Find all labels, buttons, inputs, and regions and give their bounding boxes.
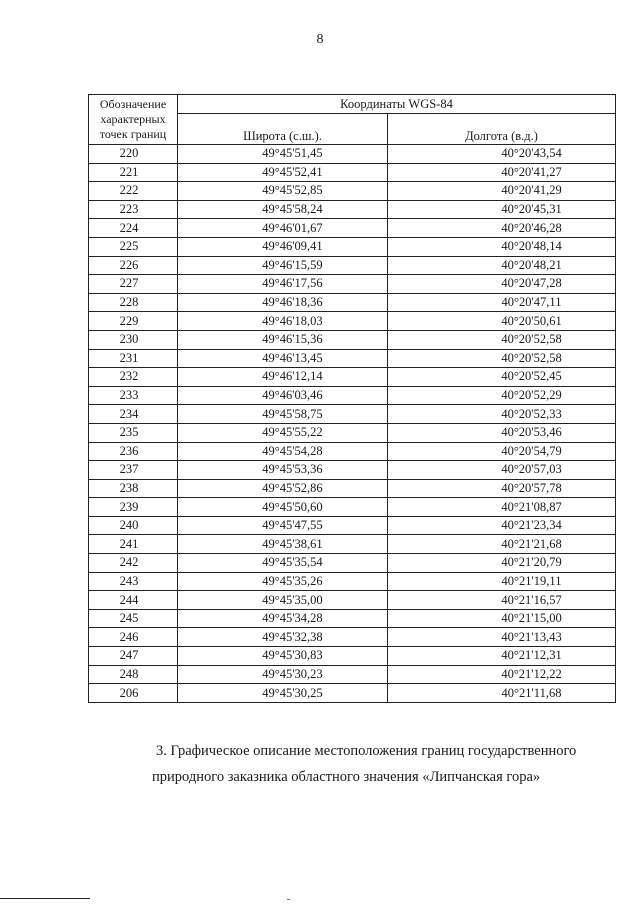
- longitude-cell: 40°20'41,29: [388, 182, 616, 201]
- table-row: [89, 498, 616, 517]
- longitude-cell: 40°21'08,87: [388, 498, 616, 517]
- longitude-cell: 40°20'57,03: [388, 461, 616, 480]
- section-heading: [152, 738, 616, 790]
- latitude-cell: 49°45'52,86: [178, 479, 388, 498]
- table-row: [89, 535, 616, 554]
- header-points-line-1: Обозначение: [99, 97, 167, 111]
- table-row: [89, 368, 616, 387]
- longitude-cell: 40°21'12,22: [388, 665, 616, 684]
- longitude-cell: 40°21'12,31: [388, 647, 616, 666]
- longitude-cell: 40°21'23,34: [388, 516, 616, 535]
- latitude-cell: 49°45'52,41: [178, 163, 388, 182]
- latitude-cell: 49°46'12,14: [178, 368, 388, 387]
- longitude-cell: 40°20'48,14: [388, 237, 616, 256]
- longitude-cell: 40°20'47,11: [388, 293, 616, 312]
- point-cell: 242: [89, 554, 178, 573]
- latitude-cell: 49°46'13,45: [178, 349, 388, 368]
- longitude-cell: 40°21'13,43: [388, 628, 616, 647]
- header-points-line-2: характерных: [100, 112, 166, 126]
- table-row: [89, 182, 616, 201]
- header-points: [89, 95, 178, 145]
- point-cell: 246: [89, 628, 178, 647]
- latitude-cell: 49°45'58,75: [178, 405, 388, 424]
- point-cell: 238: [89, 479, 178, 498]
- table-header: [89, 95, 616, 145]
- longitude-cell: 40°20'43,54: [388, 145, 616, 164]
- table-row: [89, 442, 616, 461]
- table-row: [89, 628, 616, 647]
- longitude-cell: 40°21'21,68: [388, 535, 616, 554]
- longitude-cell: 40°20'52,33: [388, 405, 616, 424]
- latitude-cell: 49°45'35,00: [178, 591, 388, 610]
- header-points-line-3: точек границ: [99, 127, 167, 141]
- latitude-cell: 49°45'58,24: [178, 200, 388, 219]
- latitude-cell: 49°46'09,41: [178, 237, 388, 256]
- point-cell: 225: [89, 237, 178, 256]
- longitude-cell: 40°21'11,68: [388, 684, 616, 703]
- table-row: [89, 591, 616, 610]
- latitude-cell: 49°46'18,36: [178, 293, 388, 312]
- latitude-cell: 49°46'18,03: [178, 312, 388, 331]
- point-cell: 228: [89, 293, 178, 312]
- table-row: [89, 145, 616, 164]
- header-longitude: Долгота (в.д.): [388, 114, 616, 145]
- longitude-cell: 40°21'19,11: [388, 572, 616, 591]
- table-row: [89, 386, 616, 405]
- table-row: [89, 200, 616, 219]
- point-cell: 229: [89, 312, 178, 331]
- table-row: [89, 275, 616, 294]
- longitude-cell: 40°20'48,21: [388, 256, 616, 275]
- table-row: [89, 516, 616, 535]
- latitude-cell: 49°45'50,60: [178, 498, 388, 517]
- table-row: [89, 461, 616, 480]
- point-cell: 220: [89, 145, 178, 164]
- latitude-cell: 49°46'01,67: [178, 219, 388, 238]
- latitude-cell: 49°45'52,85: [178, 182, 388, 201]
- point-cell: 236: [89, 442, 178, 461]
- table-row: [89, 256, 616, 275]
- latitude-cell: 49°45'53,36: [178, 461, 388, 480]
- latitude-cell: 49°45'51,45: [178, 145, 388, 164]
- point-cell: 244: [89, 591, 178, 610]
- table-row: [89, 647, 616, 666]
- table-row: [89, 554, 616, 573]
- table-row: [89, 330, 616, 349]
- table-row: [89, 572, 616, 591]
- table-row: [89, 609, 616, 628]
- longitude-cell: 40°21'15,00: [388, 609, 616, 628]
- table-row: [89, 479, 616, 498]
- table-row: [89, 219, 616, 238]
- latitude-cell: 49°46'03,46: [178, 386, 388, 405]
- longitude-cell: 40°20'53,46: [388, 423, 616, 442]
- point-cell: 239: [89, 498, 178, 517]
- point-cell: 231: [89, 349, 178, 368]
- table-body: [89, 145, 616, 703]
- point-cell: 243: [89, 572, 178, 591]
- table-row: [89, 684, 616, 703]
- latitude-cell: 49°45'54,28: [178, 442, 388, 461]
- page-number: 8: [316, 32, 324, 47]
- longitude-cell: 40°20'52,58: [388, 330, 616, 349]
- longitude-cell: 40°20'52,58: [388, 349, 616, 368]
- longitude-cell: 40°21'16,57: [388, 591, 616, 610]
- latitude-cell: 49°45'30,83: [178, 647, 388, 666]
- longitude-cell: 40°20'46,28: [388, 219, 616, 238]
- longitude-cell: 40°20'45,31: [388, 200, 616, 219]
- point-cell: 248: [89, 665, 178, 684]
- latitude-cell: 49°45'35,26: [178, 572, 388, 591]
- point-cell: 232: [89, 368, 178, 387]
- table-row: [89, 405, 616, 424]
- table-row: [89, 163, 616, 182]
- table-row: [89, 665, 616, 684]
- point-cell: 241: [89, 535, 178, 554]
- header-latitude: Широта (с.ш.).: [178, 114, 388, 145]
- longitude-cell: 40°20'41,27: [388, 163, 616, 182]
- latitude-cell: 49°45'32,38: [178, 628, 388, 647]
- table-row: [89, 423, 616, 442]
- longitude-cell: 40°20'52,29: [388, 386, 616, 405]
- section-heading-line-1: 3. Графическое описание местоположения границ государственного: [156, 743, 577, 759]
- point-cell: 237: [89, 461, 178, 480]
- latitude-cell: 49°45'55,22: [178, 423, 388, 442]
- point-cell: 233: [89, 386, 178, 405]
- table-row: [89, 237, 616, 256]
- point-cell: 221: [89, 163, 178, 182]
- latitude-cell: 49°45'47,55: [178, 516, 388, 535]
- point-cell: 223: [89, 200, 178, 219]
- point-cell: 227: [89, 275, 178, 294]
- longitude-cell: 40°20'57,78: [388, 479, 616, 498]
- table-row: [89, 312, 616, 331]
- latitude-cell: 49°45'30,25: [178, 684, 388, 703]
- latitude-cell: 49°45'30,23: [178, 665, 388, 684]
- longitude-cell: 40°21'20,79: [388, 554, 616, 573]
- longitude-cell: 40°20'50,61: [388, 312, 616, 331]
- latitude-cell: 49°45'38,61: [178, 535, 388, 554]
- scan-mark: [287, 899, 290, 900]
- header-coordinates: Координаты WGS-84: [178, 95, 616, 114]
- latitude-cell: 49°46'15,59: [178, 256, 388, 275]
- longitude-cell: 40°20'47,28: [388, 275, 616, 294]
- latitude-cell: 49°45'35,54: [178, 554, 388, 573]
- table-row: [89, 293, 616, 312]
- point-cell: 224: [89, 219, 178, 238]
- point-cell: 226: [89, 256, 178, 275]
- section-heading-line-2: природного заказника областного значения «Липчанская гора»: [152, 769, 541, 785]
- point-cell: 206: [89, 684, 178, 703]
- point-cell: 230: [89, 330, 178, 349]
- footnote-rule: [0, 898, 90, 899]
- point-cell: 235: [89, 423, 178, 442]
- table-row: [89, 349, 616, 368]
- coordinates-table: [88, 94, 616, 703]
- point-cell: 222: [89, 182, 178, 201]
- latitude-cell: 49°46'15,36: [178, 330, 388, 349]
- latitude-cell: 49°45'34,28: [178, 609, 388, 628]
- latitude-cell: 49°46'17,56: [178, 275, 388, 294]
- point-cell: 245: [89, 609, 178, 628]
- point-cell: 247: [89, 647, 178, 666]
- longitude-cell: 40°20'52,45: [388, 368, 616, 387]
- point-cell: 240: [89, 516, 178, 535]
- point-cell: 234: [89, 405, 178, 424]
- longitude-cell: 40°20'54,79: [388, 442, 616, 461]
